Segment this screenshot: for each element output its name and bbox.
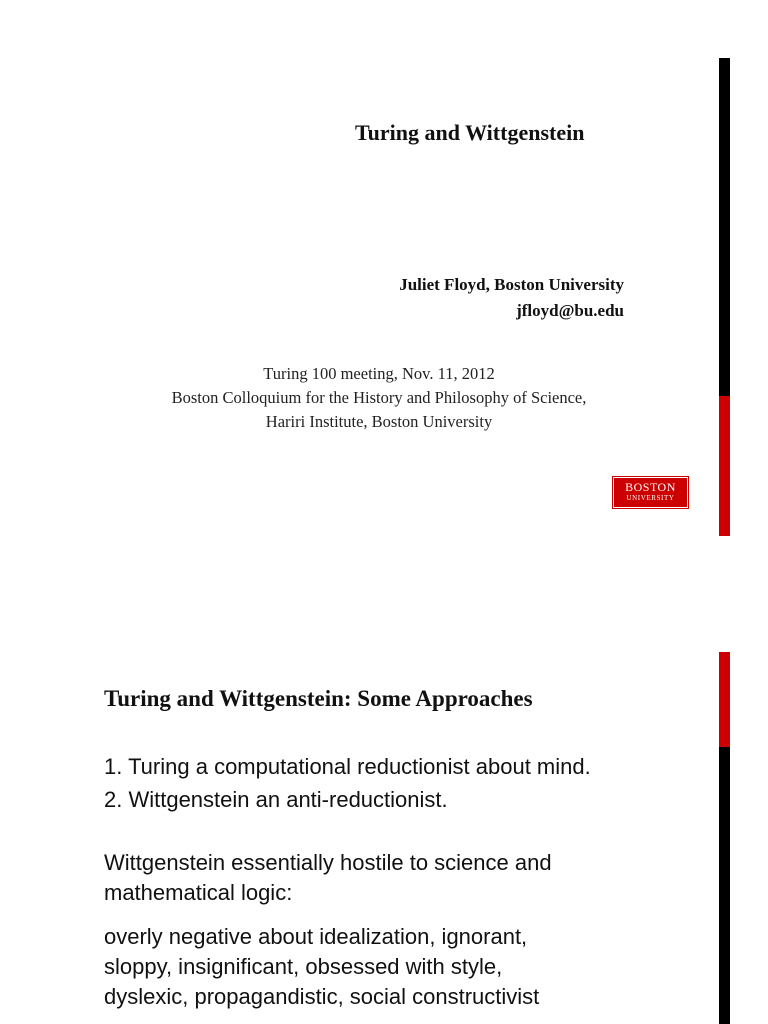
side-bar-red (719, 652, 730, 747)
list-item: 1. Turing a computational reductionist about mind. (104, 754, 591, 779)
side-bar-black (719, 58, 730, 396)
slide-title: Turing and Wittgenstein (355, 120, 585, 145)
boston-university-logo (613, 477, 688, 508)
author-name: Juliet Floyd, Boston University (399, 275, 624, 294)
point-list (104, 750, 591, 816)
venue-line: Boston Colloquium for the History and Philosophy of Science, (171, 388, 587, 407)
list-item: 2. Wittgenstein an anti-reductionist. (104, 787, 448, 812)
paragraph-line: sloppy, insignificant, obsessed with style, (104, 954, 503, 979)
paragraph-line: dyslexic, propagandistic, social constructivist (104, 984, 540, 1009)
slide-title: Turing and Wittgenstein: Some Approaches (104, 686, 533, 711)
paragraph-line: mathematical logic: (104, 880, 293, 905)
logo-line-1: BOSTON (625, 480, 676, 494)
author-email: jfloyd@bu.edu (516, 301, 624, 320)
venue-line: Turing 100 meeting, Nov. 11, 2012 (263, 364, 495, 383)
approaches-slide (0, 630, 768, 1024)
logo-line-2: UNIVERSITY (626, 494, 675, 502)
venue-block (0, 362, 758, 434)
side-bar-black (719, 747, 730, 1024)
paragraph-line: Wittgenstein essentially hostile to science and (104, 850, 552, 875)
author-block (399, 272, 624, 324)
venue-line: Hariri Institute, Boston University (265, 412, 493, 431)
paragraph-criticisms (104, 922, 704, 1012)
paragraph-line: overly negative about idealization, ignorant, (104, 924, 528, 949)
paragraph-hostility (104, 848, 704, 908)
